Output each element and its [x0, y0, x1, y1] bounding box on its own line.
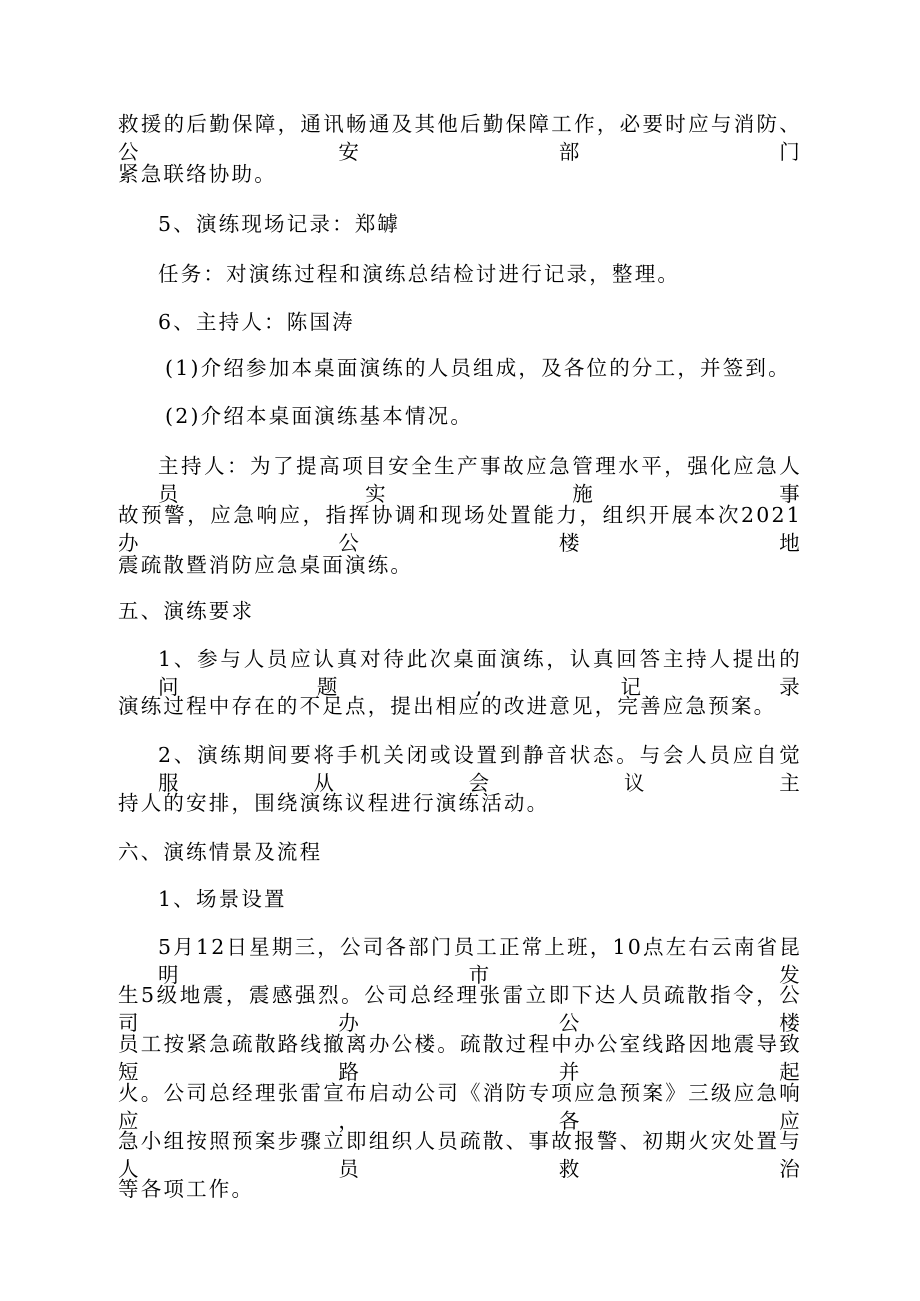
section-item-heading: 6、主持人：陈国涛: [158, 310, 355, 334]
paragraph-line: 2、演练期间要将手机关闭或设置到静音状态。与会人员应自觉服从会议主: [158, 743, 802, 795]
section-heading: 五、演练要求: [118, 599, 255, 623]
paragraph-line: 持人的安排，围绕演练议程进行演练活动。: [118, 791, 550, 815]
section-heading: 六、演练情景及流程: [118, 840, 323, 864]
paragraph-line: 急小组按照预案步骤立即组织人员疏散、事故报警、初期火灾处置与人员救治: [118, 1129, 802, 1181]
paragraph-line: 救援的后勤保障，通讯畅通及其他后勤保障工作，必要时应与消防、公安部门: [118, 112, 802, 164]
section-item-heading: 5、演练现场记录：郑罅: [158, 212, 401, 236]
paragraph-line: 演练过程中存在的不足点，提出相应的改进意见，完善应急预案。: [118, 694, 777, 718]
section-item-heading: 1、场景设置: [158, 887, 287, 911]
paragraph-line: 紧急联络协助。: [118, 162, 277, 186]
paragraph-line: 故预警，应急响应，指挥协调和现场处置能力，组织开展本次2021办公楼地: [118, 503, 802, 555]
paragraph-line: 主持人：为了提高项目安全生产事故应急管理水平，强化应急人员实施事: [158, 454, 802, 506]
paragraph-line: 生5级地震，震感强烈。公司总经理张雷立即下达人员疏散指令，公司办公楼: [118, 983, 802, 1035]
paragraph-line: 员工按紧急疏散路线撤离办公楼。疏散过程中办公室线路因地震导致短路并起: [118, 1032, 802, 1084]
list-item: (1)介绍参加本桌面演练的人员组成，及各位的分工，并签到。: [165, 356, 791, 380]
paragraph-line: 震疏散暨消防应急桌面演练。: [118, 553, 414, 577]
paragraph-line: 1、参与人员应认真对待此次桌面演练，认真回答主持人提出的问题,记录: [158, 647, 802, 699]
list-item: (2)介绍本桌面演练基本情况。: [165, 404, 474, 428]
paragraph-line: 任务：对演练过程和演练总结检讨进行记录，整理。: [158, 262, 681, 286]
paragraph-line: 5月12日星期三，公司各部门员工正常上班，10点左右云南省昆明市发: [158, 935, 802, 987]
paragraph-line: 火。公司总经理张雷宣布启动公司《消防专项应急预案》三级应急响应，各应: [118, 1081, 802, 1133]
paragraph-line: 等各项工作。: [118, 1177, 255, 1201]
